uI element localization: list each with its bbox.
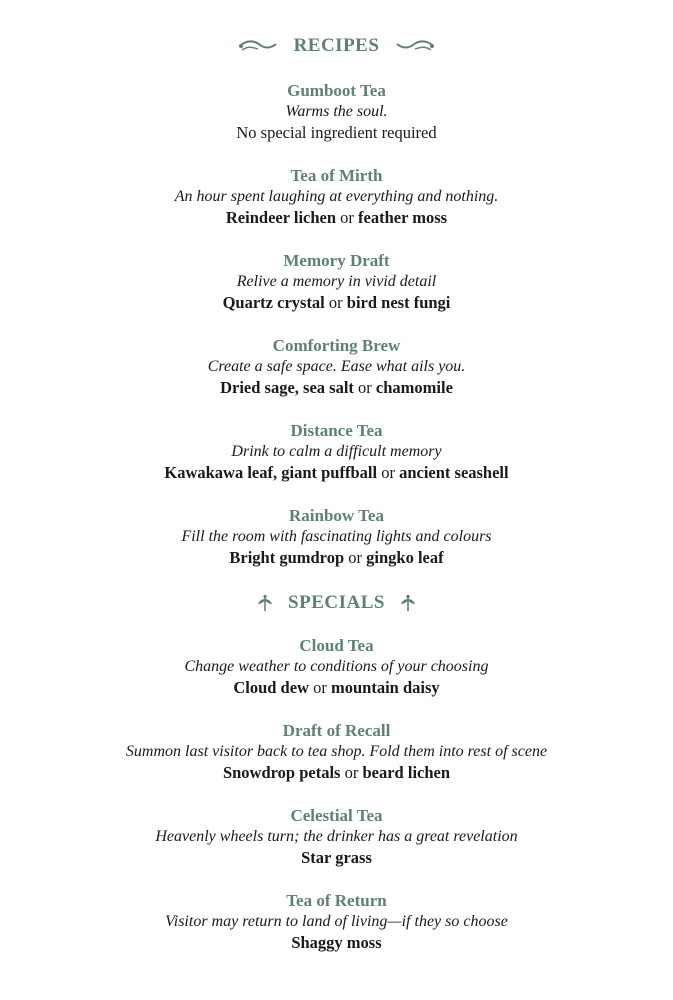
sprig-ornament-icon xyxy=(256,594,274,612)
recipe-name: Distance Tea xyxy=(290,421,383,440)
special-description: Change weather to conditions of your choosing xyxy=(184,658,489,675)
special-description: Visitor may return to land of living—if they so choose xyxy=(165,913,508,930)
ingredient-text: Cloud dew xyxy=(233,678,309,697)
recipe-ingredients xyxy=(0,377,673,399)
recipe-description: Relive a memory in vivid detail xyxy=(236,273,437,290)
ingredient-connector: or xyxy=(336,208,359,227)
ingredient-text: mountain daisy xyxy=(330,678,440,697)
ingredient-text: Quartz crystal xyxy=(222,293,325,312)
special-ingredients xyxy=(0,677,673,699)
special-item xyxy=(0,890,673,954)
special-ingredients xyxy=(0,762,673,784)
recipe-item xyxy=(0,335,673,399)
recipes-heading-text: RECIPES xyxy=(293,35,380,56)
ingredient-connector: or xyxy=(340,763,363,782)
ingredient-text: bird nest fungi xyxy=(346,293,451,312)
special-item xyxy=(0,635,673,699)
ingredient-text: Dried sage, sea salt xyxy=(220,378,354,397)
recipe-ingredients xyxy=(0,547,673,569)
special-item xyxy=(0,720,673,784)
recipe-name: Rainbow Tea xyxy=(289,506,384,525)
recipe-description: Drink to calm a difficult memory xyxy=(231,443,442,460)
special-description: Heavenly wheels turn; the drinker has a great revelation xyxy=(155,828,518,845)
recipe-description: Create a safe space. Ease what ails you. xyxy=(207,358,466,375)
ingredient-text: beard lichen xyxy=(362,763,451,782)
specials-heading-text: SPECIALS xyxy=(288,592,385,613)
recipe-description: An hour spent laughing at everything and nothing. xyxy=(174,188,499,205)
special-item xyxy=(0,805,673,869)
ingredient-text: Kawakawa leaf, giant puffball xyxy=(164,463,378,482)
swash-ornament-icon xyxy=(238,38,278,54)
recipe-description: Fill the room with fascinating lights and colours xyxy=(181,528,492,545)
ingredient-connector: or xyxy=(377,463,400,482)
ingredient-text: Reindeer lichen xyxy=(225,208,337,227)
ingredient-connector: or xyxy=(353,378,376,397)
recipe-ingredients xyxy=(0,122,673,144)
ingredient-connector: or xyxy=(324,293,347,312)
recipe-name: Memory Draft xyxy=(283,251,390,270)
special-ingredients xyxy=(0,932,673,954)
recipe-item xyxy=(0,505,673,569)
sprig-ornament-icon xyxy=(399,594,417,612)
ingredient-text: No special ingredient required xyxy=(236,123,437,142)
ingredient-connector: or xyxy=(344,548,367,567)
recipe-item xyxy=(0,80,673,144)
ingredient-text: gingko leaf xyxy=(366,548,444,567)
ingredient-text: Bright gumdrop xyxy=(229,548,345,567)
recipe-name: Gumboot Tea xyxy=(287,81,386,100)
ingredient-text: Star grass xyxy=(301,848,372,867)
recipe-ingredients xyxy=(0,207,673,229)
ingredient-text: Snowdrop petals xyxy=(222,763,341,782)
recipe-item xyxy=(0,165,673,229)
recipe-item xyxy=(0,420,673,484)
specials-heading xyxy=(0,592,673,614)
recipe-name: Tea of Mirth xyxy=(290,166,383,185)
recipe-name: Comforting Brew xyxy=(272,336,401,355)
ingredient-connector: or xyxy=(308,678,331,697)
special-name: Cloud Tea xyxy=(299,636,374,655)
ingredient-text: chamomile xyxy=(375,378,453,397)
special-name: Tea of Return xyxy=(286,891,387,910)
ingredient-text: Shaggy moss xyxy=(291,933,382,952)
special-description: Summon last visitor back to tea shop. Fold them into rest of scene xyxy=(125,743,548,760)
recipe-description: Warms the soul. xyxy=(285,103,388,120)
special-name: Celestial Tea xyxy=(290,806,383,825)
special-ingredients xyxy=(0,847,673,869)
ingredient-text: ancient seashell xyxy=(399,463,509,482)
special-name: Draft of Recall xyxy=(282,721,391,740)
recipe-ingredients xyxy=(0,292,673,314)
ingredient-text: feather moss xyxy=(358,208,448,227)
recipe-ingredients xyxy=(0,462,673,484)
recipe-item xyxy=(0,250,673,314)
recipes-heading xyxy=(0,35,673,57)
swash-ornament-icon xyxy=(395,38,435,54)
